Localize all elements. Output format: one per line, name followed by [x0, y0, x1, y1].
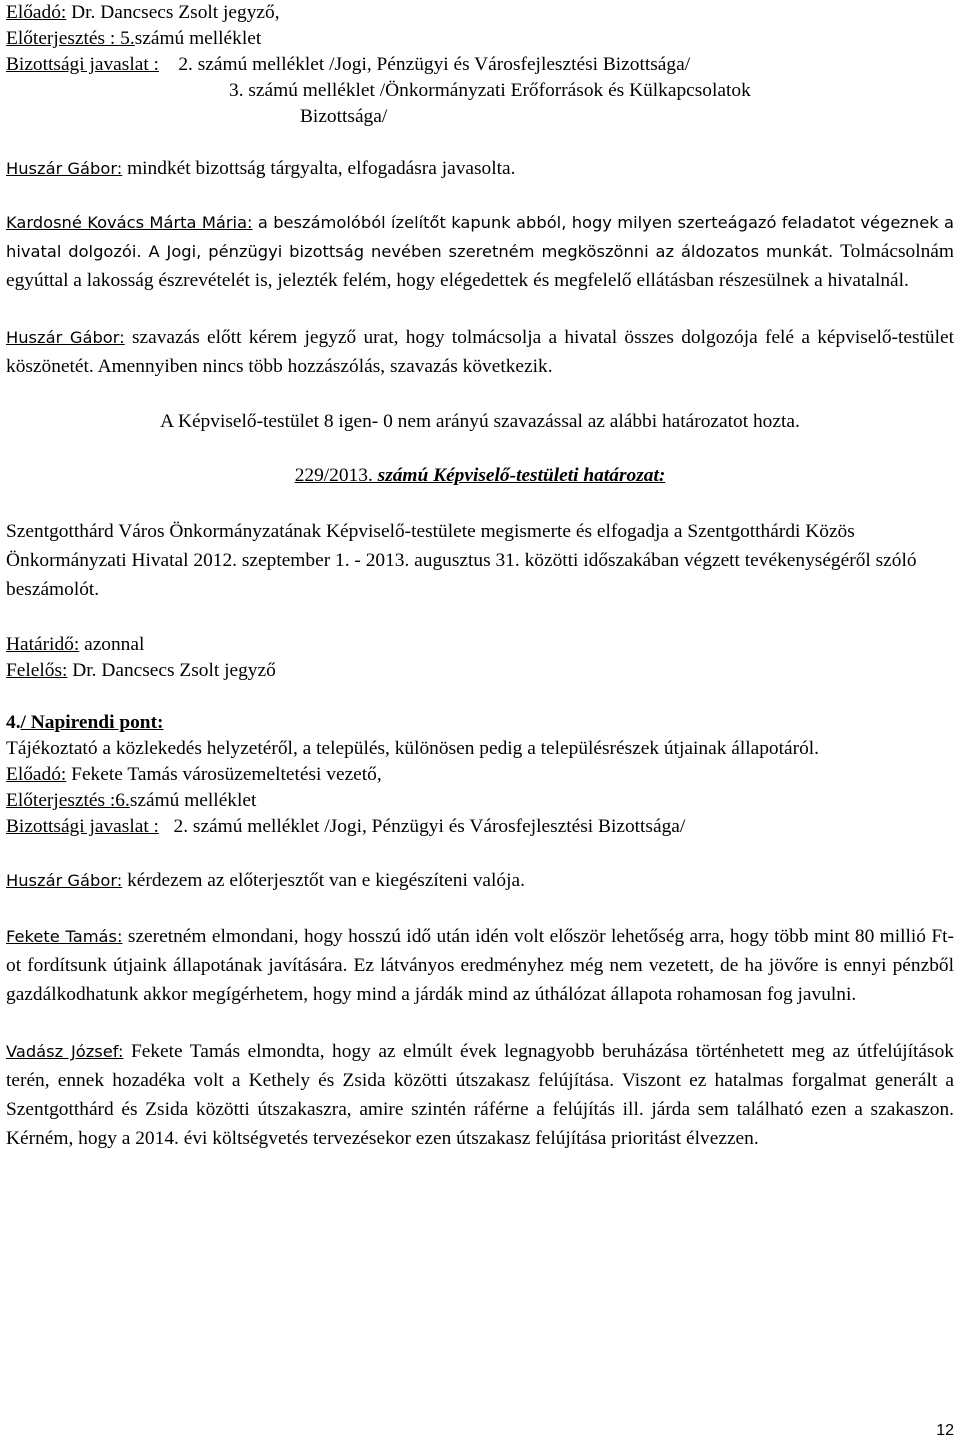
agenda-number: 4.: [6, 712, 21, 733]
agenda-title: / Napirendi pont:: [20, 712, 164, 733]
speaker-name: Kardosné Kovács Márta Mária:: [6, 213, 253, 232]
paragraph-text-c: Tolmácsolnám egyúttal a lakosság észrevételét is, jelezték felém, hogy elégedettek és megfelelő ellátásban részesülnek a hivatalnál.: [6, 241, 954, 291]
paragraph-text: kérdezem az előterjesztőt van e kiegészíteni valója.: [127, 870, 525, 891]
paragraph-text-a: a beszámolóból ízelítőt kapunk abból, hogy milyen szerteágazó feladatot végeznek a hivatal dolgozói.: [6, 213, 954, 261]
page-number: 12: [936, 1422, 954, 1439]
vote-result: A Képviselő-testület 8 igen- 0 nem arányú szavazással az alábbi határozatot hozta.: [160, 411, 800, 432]
speaker-name: Huszár Gábor:: [6, 159, 123, 178]
agenda-submission-label: Előterjesztés :6.: [6, 790, 130, 811]
deadline-line: [6, 632, 954, 658]
agenda-presenter-line: [6, 762, 954, 788]
resolution-heading: [6, 463, 954, 489]
paragraph-text: Fekete Tamás elmondta, hogy az elmúlt évek legnagyobb beruházása történhetett meg az útfelújítások terén, ennek hozadéka volt a Kethely és Zsida közötti útszakasz felújítása. Viszont ez hatalmas forgalmat generált a Szentgotthárd és Zsida közötti útszakaszra, amire szintén ráférne a felújítás ill. járda sem található ezen a szakaszon. Kérném, hogy a 2014. évi költségvetés tervezésekor ezen útszakasz felújítása prioritást élvezzen.: [6, 1041, 954, 1149]
paragraph-text: szeretném elmondani, hogy hosszú idő után idén volt először lehetőség arra, hogy több mint 80 millió Ft-ot fordítsunk útjaink állapotának javítására. Ez látványos eredményhez még nem vezetett, de ha jövőre is ennyi pénzből gazdálkodhatunk akkor megígérhetem, hogy mind a járdák mind az úthálózat állapota rohamosan fog javulni.: [6, 926, 955, 1005]
paragraph-huszar-3: [6, 868, 954, 894]
responsible-line: [6, 658, 954, 684]
agenda-presenter-value: Fekete Tamás városüzemeltetési vezető,: [66, 764, 382, 785]
paragraph-text-b: A Jogi, pénzügyi bizottság nevében szeretném megköszönni az áldozatos munkát.: [148, 242, 834, 261]
paragraph-text: mindkét bizottság tárgyalta, elfogadásra javasolta.: [127, 158, 516, 179]
presenter-line: [6, 0, 954, 26]
submission-value: számú melléklet: [134, 28, 262, 49]
deadline-label: Határidő:: [6, 634, 80, 655]
agenda-presenter-label: Előadó:: [6, 764, 67, 785]
agenda-text: Tájékoztató a közlekedés helyzetéről, a település, különösen pedig a településrészek útjainak állapotáról.: [6, 738, 819, 759]
speaker-name: Fekete Tamás:: [6, 927, 123, 946]
paragraph-text-b: Amennyiben nincs több hozzászólás, szavazás következik.: [97, 356, 553, 377]
paragraph-vadasz: [6, 1037, 954, 1153]
paragraph-huszar-1: [6, 156, 954, 182]
resolution-title: számú Képviselő-testületi határozat:: [372, 465, 666, 486]
responsible-label: Felelős:: [6, 660, 68, 681]
committee-value: 2. számú melléklet /Jogi, Pénzügyi és Városfejlesztési Bizottsága/: [178, 54, 691, 75]
deadline-value: azonnal: [79, 634, 145, 655]
agenda-submission-line: [6, 788, 954, 814]
paragraph-kardosne: [6, 208, 954, 295]
agenda-committee-line: [6, 814, 954, 840]
resolution-number: 229/2013.: [294, 465, 373, 486]
speaker-name: Vadász József:: [6, 1042, 124, 1061]
paragraph-huszar-2: [6, 323, 954, 381]
responsible-value: Dr. Dancsecs Zsolt jegyző: [67, 660, 276, 681]
presenter-value: Dr. Dancsecs Zsolt jegyző,: [66, 2, 280, 23]
agenda-committee-value: 2. számú melléklet /Jogi, Pénzügyi és Városfejlesztési Bizottsága/: [168, 816, 686, 837]
agenda-committee-label: Bizottsági javaslat :: [6, 816, 159, 837]
committee-label: Bizottsági javaslat :: [6, 54, 159, 75]
committee-line: [6, 52, 954, 78]
agenda-heading: [6, 710, 954, 736]
committee-line-3: Bizottsága/: [300, 106, 388, 127]
speaker-name: Huszár Gábor:: [6, 328, 125, 347]
paragraph-text-a: szavazás előtt kérem jegyző urat, hogy tolmácsolja a hivatal összes dolgozója felé a képviselő-testület köszönetét.: [6, 327, 954, 377]
submission-line: [6, 26, 954, 52]
resolution-text: Szentgotthárd Város Önkormányzatának Képviselő-testülete megismerte és elfogadja a Szentgotthárdi Közös Önkormányzati Hivatal 2012. szeptember 1. - 2013. augusztus 31. közötti időszakában végzett tevékenységéről szóló beszámolót.: [6, 521, 917, 600]
header-block: [6, 0, 954, 130]
paragraph-fekete: [6, 922, 954, 1009]
committee-line-2: 3. számú melléklet /Önkormányzati Erőforrások és Külkapcsolatok: [229, 80, 751, 101]
speaker-name: Huszár Gábor:: [6, 871, 123, 890]
submission-label: Előterjesztés : 5.: [6, 28, 135, 49]
presenter-label: Előadó:: [6, 2, 67, 23]
document-page: [6, 0, 954, 1153]
agenda-submission-value: számú melléklet: [129, 790, 257, 811]
